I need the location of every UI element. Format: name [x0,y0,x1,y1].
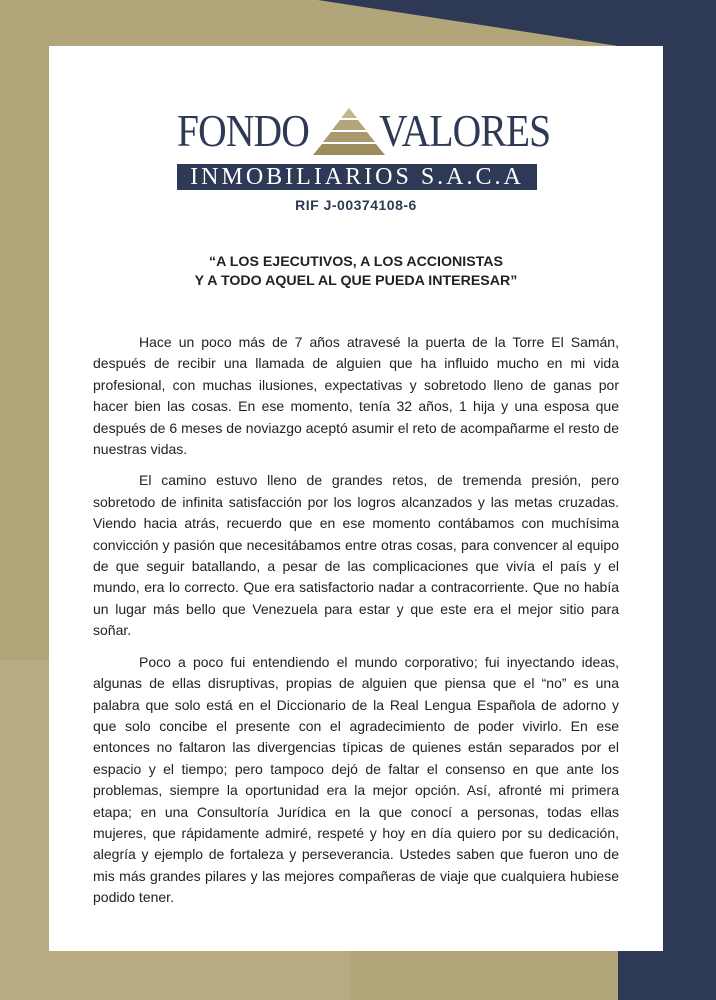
paragraph-3: Poco a poco fui entendiendo el mundo corporativo; fui inyectando ideas, algunas de ellas disruptivas, propias de alguien que piensa que el “no” es una palabra que solo está en el Diccionario de la Real Lengua Española de adorno y que solo concibe el presente con el agradecimiento de poder vivirlo. En ese entonces no faltaron las divergencias típicas de quienes están separados por el espacio y el tiempo; pero tampoco dejó de faltar el consenso en que ante los problemas, siempre la oportunidad era la mejor opción. Así, afronté mi primera etapa; en una Consultoría Jurídica en la que conocí a personas, todas ellas mujeres, que rápidamente admiré, respeté y hoy en día quiero por su dedicación, alegría y ejemplo de fortaleza y perseverancia. Ustedes saben que fueron uno de mis más grandes pilares y las mejores compañeras de viaje que cualquiera hubiese podido tener. [93,653,619,906]
logo-band-text: INMOBILIARIOS S.A.C.A [190,163,524,190]
logo-word-fondo: FONDO [177,105,309,156]
letter-page [49,46,663,951]
logo-band [177,164,537,190]
logo-word-valores: VALORES [379,105,551,156]
paragraph-2: El camino estuvo lleno de grandes retos, de tremenda presión, pero sobretodo de infinita satisfacción por los logros alcanzados y las metas cruzadas. Viendo hacia atrás, recuerdo que en ese momento contábamos con muchísima convicción y pasión que necesitábamos entre otras cosas, para convencer al equipo de que seguir batallando, a pesar de las complicaciones que vivía el país y el mundo, era lo correcto. Que era satisfactorio nadar a contracorriente. Que no había un lugar más bello que Venezuela para estar y que este era el mejor sitio para soñar. [93,472,619,639]
heading-line-1: “A LOS EJECUTIVOS, A LOS ACCIONISTAS [208,254,504,270]
heading-line-2: Y A TODO AQUEL AL QUE PUEDA INTERESAR” [194,273,518,289]
letter-body [93,332,619,919]
letter-heading [49,253,663,291]
paragraph-1: Hace un poco más de 7 años atravesé la puerta de la Torre El Samán, después de recibir una llamada de alguien que ha influido mucho en mi vida profesional, con muchas ilusiones, expectativas y sobretodo lleno de ganas por hacer bien las cosas. En ese momento, tenía 32 años, 1 hija y una esposa que después de 6 meses de noviazgo aceptó asumir el reto de acompañarme el resto de nuestras vidas. [93,334,619,458]
rif-number: RIF J-00374108-6 [295,197,417,213]
company-logo [49,104,663,226]
